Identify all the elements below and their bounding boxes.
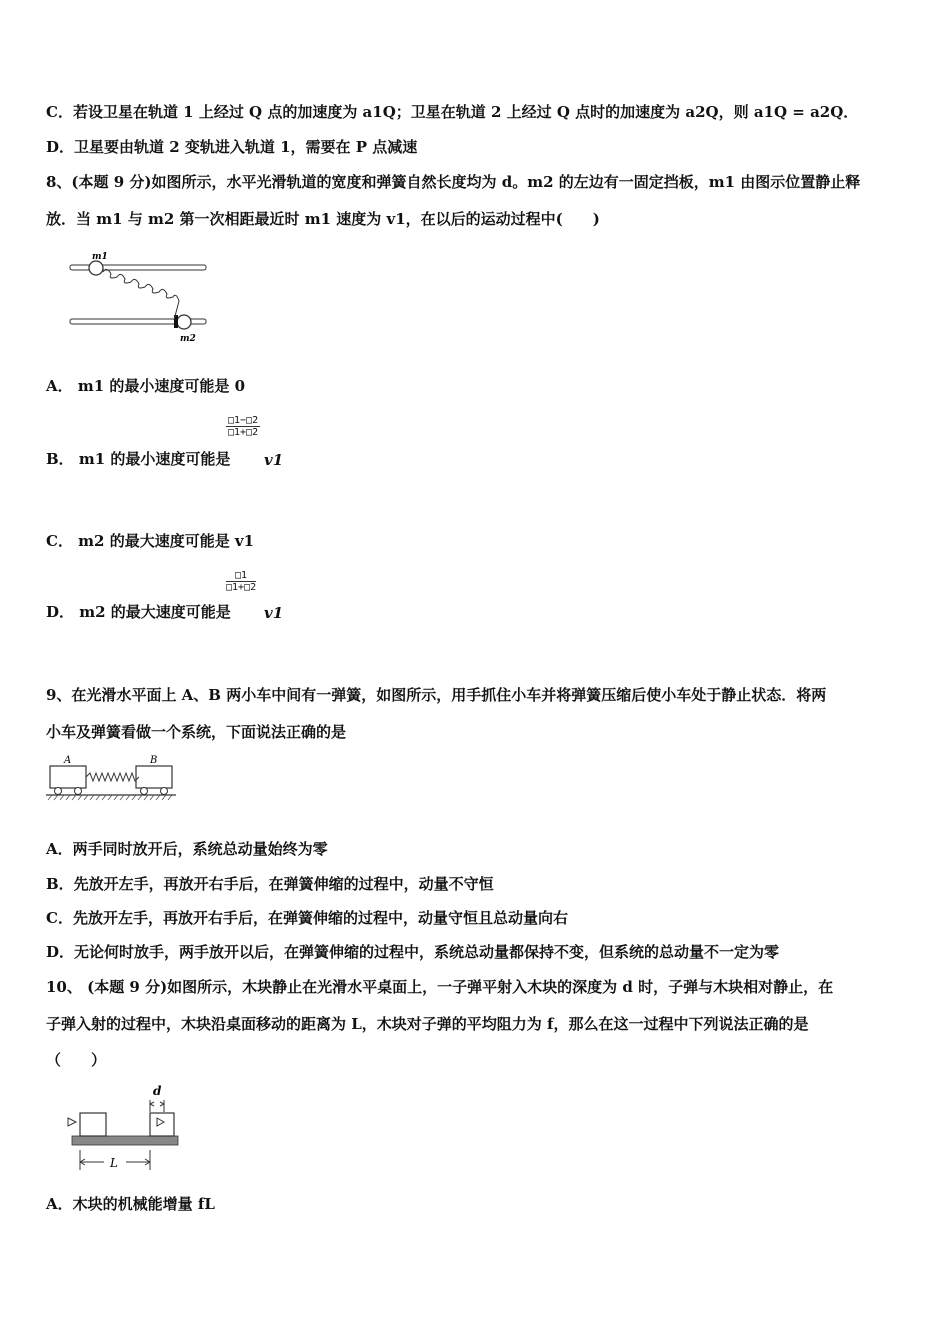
q8-option-b-frac-num: □1−□2 [228,415,259,426]
q8-fig-label-m1: m1 [92,252,108,262]
q8-option-b-suffix: v1 [264,451,284,469]
q8-option-a: A． m1 的最小速度可能是 0 [46,377,246,395]
q8-stem-line1: 8、(本题 9 分)如图所示，水平光滑轨道的宽度和弹簧自然长度均为 d。m2 的左边有一固定挡板，m1 由图示位置静止释 [46,173,861,191]
q8-option-d-prefix: D． m2 的最大速度可能是 [46,603,231,621]
q8-option-b-prefix: B． m1 的最小速度可能是 [46,450,231,468]
q8-option-d-frac-den: □1+□2 [226,582,257,593]
q9-figure-carts-spring [44,752,176,804]
q9-fig-label-a: A [64,755,72,766]
q10-stem-line2: 子弹入射的过程中，木块沿桌面移动的距离为 L，木块对子弹的平均阻力为 f，那么在这一过程中下列说法正确的是 [46,1015,809,1033]
q8-option-c: C． m2 的最大速度可能是 v1 [46,532,255,550]
q10-figure-bullet-block [62,1080,184,1176]
q9-stem-line2: 小车及弹簧看做一个系统，下面说法正确的是 [46,723,347,741]
q10-stem-line3: （ ） [46,1051,107,1069]
q8-option-d-frac-num: □1 [226,570,256,582]
q7-option-c: C．若设卫星在轨道 1 上经过 Q 点的加速度为 a1Q；卫星在轨道 2 上经过 Q 点时的加速度为 a2Q，则 a1Q = a2Q． [46,103,859,121]
q10-option-a: A．木块的机械能增量 fL [46,1195,215,1213]
q10-fig-label-d: d [153,1084,162,1098]
q9-stem-line1: 9、在光滑水平面上 A、B 两小车中间有一弹簧，如图所示，用手抓住小车并将弹簧压缩后使小车处于静止状态．将两 [46,686,827,704]
q8-stem-line2: 放．当 m1 与 m2 第一次相距最近时 m1 速度为 v1，在以后的运动过程中( ) [46,210,600,228]
q8-option-d-fraction [226,570,256,593]
q8-option-b-fraction [226,415,260,438]
q9-option-b: B．先放开左手，再放开右手后，在弹簧伸缩的过程中，动量不守恒 [46,875,494,893]
q8-option-d-suffix: v1 [264,604,284,622]
q8-option-b-frac-den: □1+□2 [228,427,259,438]
q9-fig-label-b: B [150,755,158,766]
q9-option-a: A．两手同时放开后，系统总动量始终为零 [46,840,328,858]
q10-stem-line1: 10、 (本题 9 分)如图所示，木块静止在光滑水平桌面上，一子弹平射入木块的深度为 d 时，子弹与木块相对静止，在 [46,978,834,996]
q9-option-d: D．无论何时放手，两手放开以后，在弹簧伸缩的过程中，系统总动量都保持不变，但系统的总动量不一定为零 [46,943,780,961]
q10-fig-label-l: L [110,1156,118,1170]
q9-option-c: C．先放开左手，再放开右手后，在弹簧伸缩的过程中，动量守恒且总动量向右 [46,909,568,927]
q7-option-d: D．卫星要由轨道 2 变轨进入轨道 1，需要在 P 点减速 [46,138,418,156]
q8-figure-rails-spring [66,248,216,348]
q8-fig-label-m2: m2 [180,334,196,344]
